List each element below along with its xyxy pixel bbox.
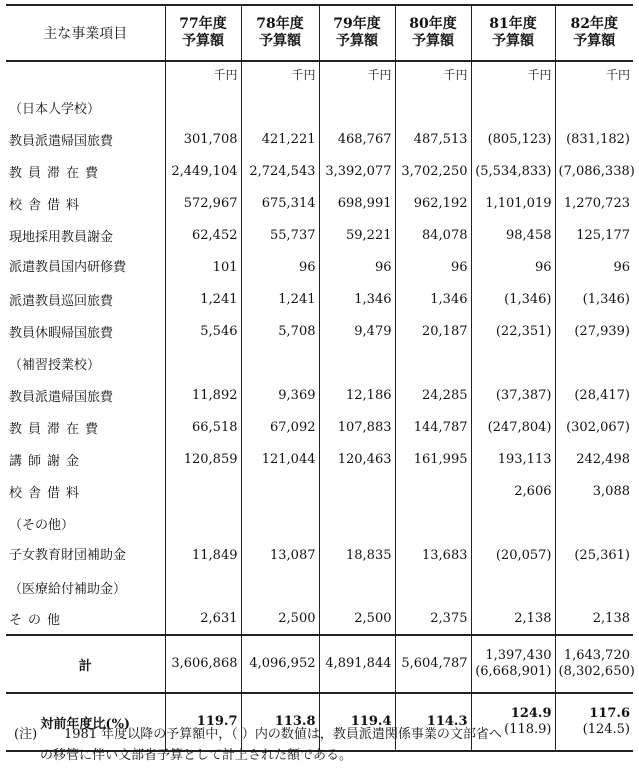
cell-value bbox=[319, 91, 395, 123]
cell-value: (22,351) bbox=[471, 315, 555, 347]
header-label: 主な事業項目 bbox=[6, 5, 165, 61]
unit-label: 千円 bbox=[395, 61, 471, 91]
unit-label: 千円 bbox=[605, 68, 630, 82]
cell-value: (37,387) bbox=[471, 379, 555, 411]
row-label: （日本人学校） bbox=[6, 91, 165, 123]
header-year: 82年度 予算額 bbox=[555, 5, 633, 61]
cell-value: 11,892 bbox=[165, 379, 241, 411]
table-row bbox=[6, 283, 633, 315]
total-row-value: 4,891,844 bbox=[319, 635, 395, 693]
total-row-value: 5,604,787 bbox=[395, 635, 471, 693]
cell-value: 5,708 bbox=[241, 315, 319, 347]
cell-value bbox=[165, 91, 241, 123]
row-label: 教員滞在費 bbox=[6, 411, 165, 443]
cell-value bbox=[165, 507, 241, 539]
cell-value: 161,995 bbox=[395, 443, 471, 475]
cell-value bbox=[165, 475, 241, 507]
cell-value: 11,849 bbox=[165, 539, 241, 571]
cell-value: 59,221 bbox=[319, 219, 395, 251]
cell-value: 193,113 bbox=[471, 443, 555, 475]
header-row bbox=[6, 5, 633, 61]
cell-value: 96 bbox=[395, 251, 471, 283]
row-label: （その他） bbox=[6, 507, 165, 539]
cell-value: 2,606 bbox=[471, 475, 555, 507]
cell-value: (247,804) bbox=[471, 411, 555, 443]
cell-value: 101 bbox=[165, 251, 241, 283]
cell-value: 2,500 bbox=[319, 603, 395, 635]
cell-value bbox=[471, 91, 555, 123]
table-row bbox=[6, 187, 633, 219]
cell-value bbox=[241, 91, 319, 123]
cell-value: 242,498 bbox=[576, 451, 630, 467]
cell-value: 12,186 bbox=[319, 379, 395, 411]
row-label: 教員滞在費 bbox=[6, 155, 165, 187]
cell-value: 5,546 bbox=[165, 315, 241, 347]
footnote-line: の移管に伴い文部省予算として計上された額である。 bbox=[40, 748, 353, 763]
cell-value: 120,463 bbox=[319, 443, 395, 475]
cell-value: 3,088 bbox=[592, 483, 630, 499]
table-row bbox=[6, 443, 633, 475]
cell-value bbox=[241, 571, 319, 603]
cell-value bbox=[319, 507, 395, 539]
row-label: 教員派遣帰国旅費 bbox=[6, 379, 165, 411]
cell-value: 125,177 bbox=[576, 227, 630, 243]
row-label: 講師謝金 bbox=[6, 443, 165, 475]
unit-label: 千円 bbox=[241, 61, 319, 91]
cell-value: 20,187 bbox=[395, 315, 471, 347]
table-row bbox=[6, 347, 633, 379]
row-label: 派遣教員巡回旅費 bbox=[6, 283, 165, 315]
cell-value: 421,221 bbox=[241, 123, 319, 155]
cell-value bbox=[319, 347, 395, 379]
cell-value: 62,452 bbox=[165, 219, 241, 251]
cell-value: (831,182) bbox=[566, 131, 630, 147]
cell-value bbox=[241, 347, 319, 379]
cell-value bbox=[395, 571, 471, 603]
cell-value bbox=[241, 475, 319, 507]
cell-value: (20,057) bbox=[471, 539, 555, 571]
cell-value bbox=[241, 507, 319, 539]
cell-value: 24,285 bbox=[395, 379, 471, 411]
row-label: 現地採用教員謝金 bbox=[6, 219, 165, 251]
cell-value: 468,767 bbox=[319, 123, 395, 155]
ratio-row-value: 119.4 bbox=[319, 693, 395, 751]
cell-value: (28,417) bbox=[574, 387, 630, 403]
cell-value: (27,939) bbox=[574, 323, 630, 339]
total-row-value: 4,096,952 bbox=[241, 635, 319, 693]
ratio-row-value: 119.7 bbox=[165, 693, 241, 751]
cell-value: (1,346) bbox=[471, 283, 555, 315]
cell-value: (25,361) bbox=[574, 547, 630, 563]
total-row bbox=[6, 635, 633, 693]
cell-value: 2,138 bbox=[471, 603, 555, 635]
cell-value: 2,631 bbox=[165, 603, 241, 635]
cell-value: (7,086,338) bbox=[558, 163, 635, 179]
cell-value: 107,883 bbox=[319, 411, 395, 443]
row-label: 教員休暇帰国旅費 bbox=[6, 315, 165, 347]
cell-value: 98,458 bbox=[471, 219, 555, 251]
cell-value: 675,314 bbox=[241, 187, 319, 219]
footnote-mark: (注) bbox=[14, 727, 38, 742]
cell-value: 96 bbox=[319, 251, 395, 283]
total-row-value: 3,606,868 bbox=[165, 635, 241, 693]
cell-value bbox=[555, 507, 633, 539]
cell-value: (1,346) bbox=[582, 291, 630, 307]
row-label: 派遣教員国内研修費 bbox=[6, 251, 165, 283]
cell-value bbox=[395, 91, 471, 123]
cell-value bbox=[165, 347, 241, 379]
ratio-row-value: 124.9 (118.9) bbox=[471, 693, 555, 751]
cell-value: 487,513 bbox=[395, 123, 471, 155]
cell-value bbox=[555, 91, 633, 123]
cell-value bbox=[319, 571, 395, 603]
header-year: 79年度 予算額 bbox=[319, 5, 395, 61]
total-row-value: 1,397,430 (6,668,901) bbox=[471, 635, 555, 693]
cell-value: 55,737 bbox=[241, 219, 319, 251]
cell-value: (805,123) bbox=[471, 123, 555, 155]
cell-value: 96 bbox=[613, 259, 630, 275]
cell-value: 1,270,723 bbox=[563, 195, 630, 211]
row-label: 校舎借料 bbox=[6, 187, 165, 219]
cell-value bbox=[471, 347, 555, 379]
cell-value: 2,449,104 bbox=[165, 155, 241, 187]
ratio-row-label: 対前年度比(%) bbox=[6, 693, 165, 751]
cell-value: 2,724,543 bbox=[241, 155, 319, 187]
cell-value: 96 bbox=[241, 251, 319, 283]
header-year: 80年度 予算額 bbox=[395, 5, 471, 61]
header-year: 81年度 予算額 bbox=[471, 5, 555, 61]
table-row bbox=[6, 603, 633, 635]
cell-value: 120,859 bbox=[165, 443, 241, 475]
cell-value: 572,967 bbox=[165, 187, 241, 219]
cell-value: 9,369 bbox=[241, 379, 319, 411]
cell-value: (5,534,833) bbox=[471, 155, 555, 187]
budget-table bbox=[6, 4, 633, 752]
unit-label: 千円 bbox=[319, 61, 395, 91]
cell-value: 13,087 bbox=[241, 539, 319, 571]
cell-value: 3,702,250 bbox=[395, 155, 471, 187]
cell-value bbox=[555, 571, 633, 603]
cell-value: 1,241 bbox=[165, 283, 241, 315]
total-row-value: 1,643,720 (8,302,650) bbox=[555, 635, 633, 693]
cell-value: 1,346 bbox=[319, 283, 395, 315]
cell-value: 2,138 bbox=[592, 611, 630, 626]
ratio-row-value: 113.8 bbox=[241, 693, 319, 751]
table-row bbox=[6, 571, 633, 603]
table-row bbox=[6, 251, 633, 283]
cell-value bbox=[165, 571, 241, 603]
cell-value: (302,067) bbox=[566, 419, 630, 435]
cell-value: 1,101,019 bbox=[471, 187, 555, 219]
table-row bbox=[6, 219, 633, 251]
cell-value bbox=[395, 507, 471, 539]
cell-value: 66,518 bbox=[165, 411, 241, 443]
table-row bbox=[6, 379, 633, 411]
table-row bbox=[6, 91, 633, 123]
cell-value bbox=[395, 347, 471, 379]
table-row bbox=[6, 507, 633, 539]
cell-value: 1,241 bbox=[241, 283, 319, 315]
total-row-label: 計 bbox=[6, 635, 165, 693]
cell-value bbox=[395, 475, 471, 507]
footnote bbox=[14, 724, 634, 766]
cell-value: 96 bbox=[471, 251, 555, 283]
table-row bbox=[6, 123, 633, 155]
row-label: その他 bbox=[6, 603, 165, 635]
ratio-row-value: 117.6 (124.5) bbox=[555, 693, 633, 751]
row-label: 教員派遣帰国旅費 bbox=[6, 123, 165, 155]
ratio-row-value: 114.3 bbox=[395, 693, 471, 751]
cell-value: 67,092 bbox=[241, 411, 319, 443]
cell-value: 84,078 bbox=[395, 219, 471, 251]
table-row bbox=[6, 539, 633, 571]
row-label: 校舎借料 bbox=[6, 475, 165, 507]
row-label: 子女教育財団補助金 bbox=[6, 539, 165, 571]
cell-value: 121,044 bbox=[241, 443, 319, 475]
cell-value bbox=[555, 347, 633, 379]
unit-label: 千円 bbox=[471, 61, 555, 91]
footnote-line: 1981 年度以降の予算額中，（ ）内の数値は，教員派遣関係事業の文部省へ bbox=[64, 727, 502, 742]
cell-value: 18,835 bbox=[319, 539, 395, 571]
cell-value: 144,787 bbox=[395, 411, 471, 443]
cell-value: 2,375 bbox=[395, 603, 471, 635]
table-row bbox=[6, 155, 633, 187]
table-row bbox=[6, 411, 633, 443]
cell-value bbox=[471, 507, 555, 539]
cell-value: 698,991 bbox=[319, 187, 395, 219]
header-year: 78年度 予算額 bbox=[241, 5, 319, 61]
row-label: （補習授業校） bbox=[6, 347, 165, 379]
cell-value: 3,392,077 bbox=[319, 155, 395, 187]
unit-label: 千円 bbox=[165, 61, 241, 91]
cell-value: 962,192 bbox=[395, 187, 471, 219]
table-row bbox=[6, 315, 633, 347]
cell-value: 9,479 bbox=[319, 315, 395, 347]
cell-value: 13,683 bbox=[395, 539, 471, 571]
row-label: （医療給付補助金） bbox=[6, 571, 165, 603]
cell-value: 2,500 bbox=[241, 603, 319, 635]
unit-row bbox=[6, 61, 633, 91]
header-year: 77年度 予算額 bbox=[165, 5, 241, 61]
cell-value bbox=[471, 571, 555, 603]
cell-value: 301,708 bbox=[165, 123, 241, 155]
table-row bbox=[6, 475, 633, 507]
cell-value: 1,346 bbox=[395, 283, 471, 315]
cell-value bbox=[319, 475, 395, 507]
